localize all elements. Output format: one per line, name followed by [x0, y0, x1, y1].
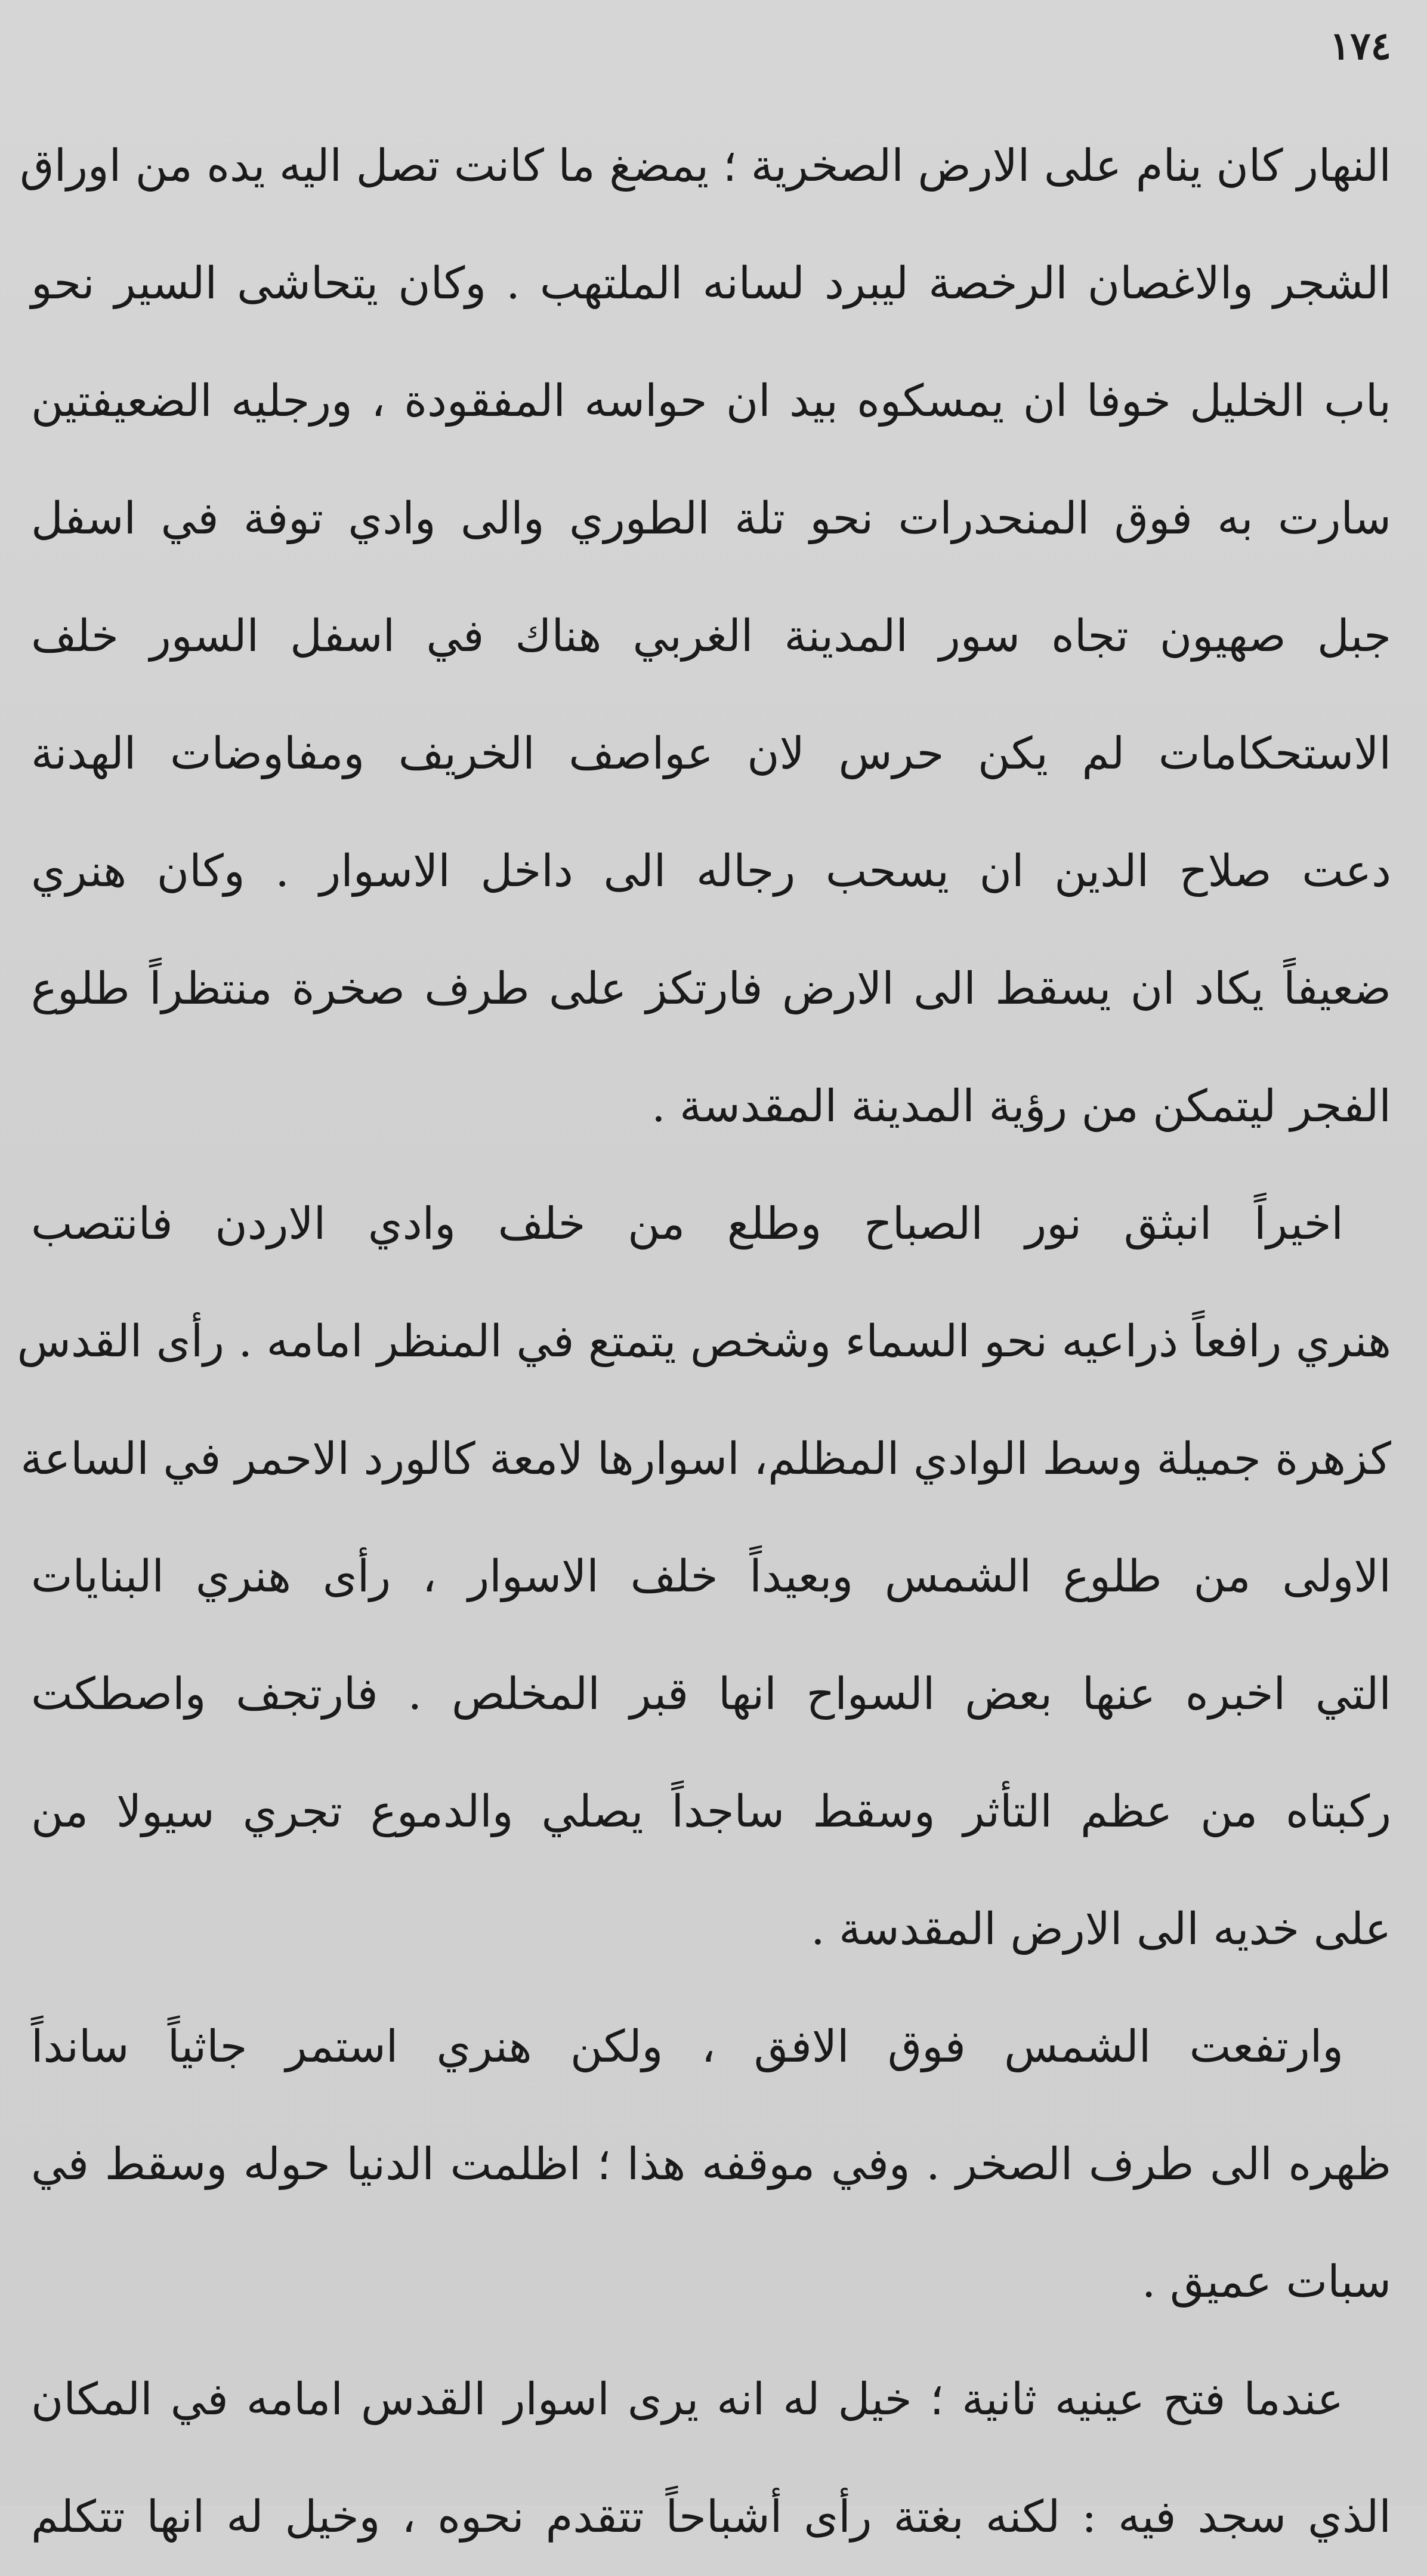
- body-text: [17, 107, 1391, 2576]
- text-line: اخيراً انبثق نور الصباح وطلع من خلف وادي الاردن فانتصب: [31, 1198, 1343, 1250]
- text-line: الاستحكامات لم يكن حرس لان عواصف الخريف ومفاوضات الهدنة: [31, 728, 1391, 779]
- text-line: سارت به فوق المنحدرات نحو تلة الطوري والى وادي توفة في اسفل: [31, 493, 1391, 544]
- text-line: عندما فتح عينيه ثانية ؛ خيل له انه يرى اسوار القدس امامه في المكان: [31, 2374, 1343, 2425]
- text-line: الفجر ليتمكن من رؤية المدينة المقدسة .: [651, 1081, 1391, 1132]
- text-line: دعت صلاح الدين ان يسحب رجاله الى داخل الاسوار . وكان هنري: [31, 846, 1391, 897]
- text-line: النهار كان ينام على الارض الصخرية ؛ يمضغ ما كانت تصل اليه يده من اوراق: [20, 140, 1391, 192]
- text-line: ركبتاه من عظم التأثر وسقط ساجداً يصلي والدموع تجري سيولا من: [31, 1786, 1391, 1837]
- text-line: ضعيفاً يكاد ان يسقط الى الارض فارتكز على طرف صخرة منتظراً طلوع: [31, 963, 1391, 1014]
- text-line: ظهره الى طرف الصخر . وفي موقفه هذا ؛ اظلمت الدنيا حوله وسقط في: [31, 2139, 1391, 2190]
- text-line: الاولى من طلوع الشمس وبعيداً خلف الاسوار ، رأى هنري البنايات: [31, 1551, 1391, 1602]
- text-line: الشجر والاغصان الرخصة ليبرد لسانه الملتهب . وكان يتحاشى السير نحو: [31, 258, 1391, 309]
- text-line: وارتفعت الشمس فوق الافق ، ولكن هنري استمر جاثياً سانداً: [31, 2021, 1343, 2072]
- text-line: على خديه الى الارض المقدسة .: [811, 1904, 1391, 1955]
- page-number: ١٧٤: [1329, 24, 1391, 69]
- text-line: باب الخليل خوفا ان يمسكوه بيد ان حواسه المفقودة ، ورجليه الضعيفتين: [31, 375, 1391, 427]
- text-line: الذي سجد فيه : لكنه بغتة رأى أشباحاً تتقدم نحوه ، وخيل له انها تتكلم: [31, 2491, 1391, 2543]
- text-line: سبات عميق .: [1141, 2256, 1391, 2307]
- text-line: هنري رافعاً ذراعيه نحو السماء وشخص يتمتع في المنظر امامه . رأى القدس: [17, 1316, 1391, 1367]
- text-line: التي اخبره عنها بعض السواح انها قبر المخلص . فارتجف واصطكت: [31, 1668, 1391, 1720]
- text-line: كزهرة جميلة وسط الوادي المظلم، اسوارها لامعة كالورد الاحمر في الساعة: [20, 1433, 1391, 1485]
- text-line: جبل صهيون تجاه سور المدينة الغربي هناك في اسفل السور خلف: [31, 610, 1391, 662]
